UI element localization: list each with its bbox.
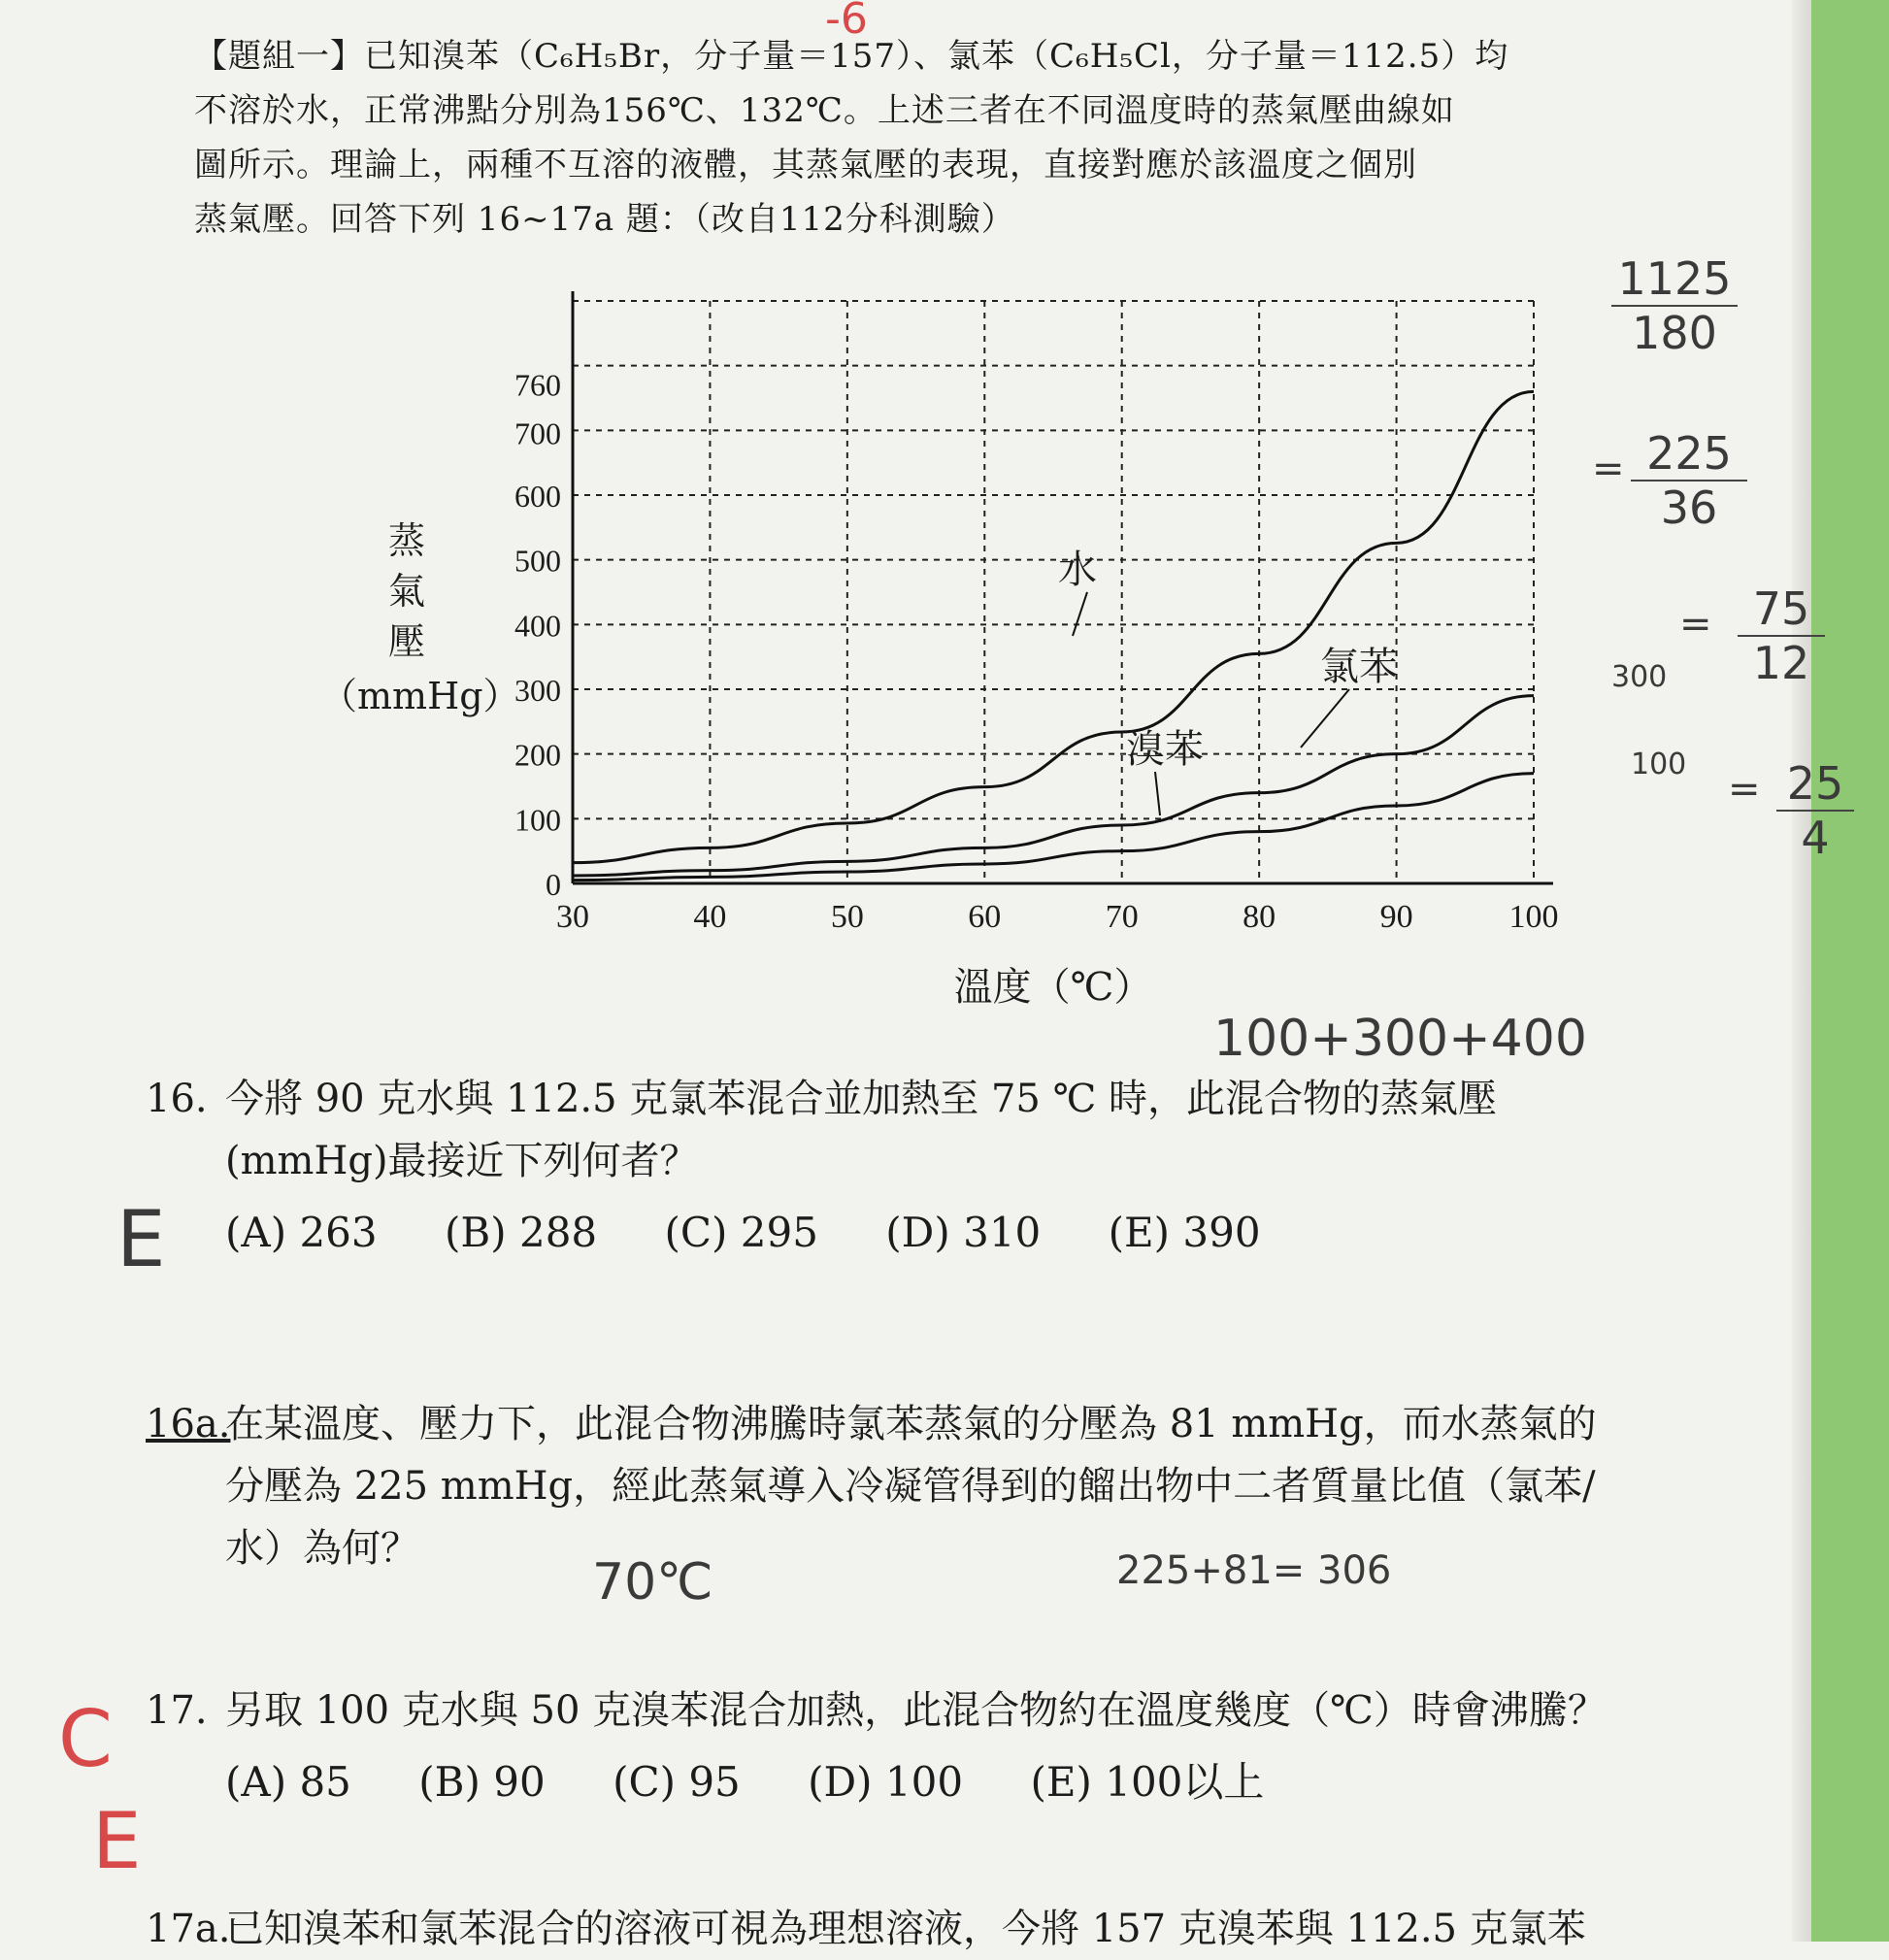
y-tick-label: 760 — [514, 367, 561, 402]
vapor-pressure-chart-svg — [282, 262, 1631, 1019]
question-17a — [146, 1898, 1747, 1960]
q17-option-c[interactable]: (C) 95 — [613, 1758, 741, 1806]
q17-option-b[interactable]: (B) 90 — [418, 1758, 545, 1806]
series-line-1 — [573, 391, 1534, 862]
y-tick-label: 700 — [514, 415, 561, 450]
handwritten-score: -6 — [825, 0, 868, 44]
handwritten-fraction-1 — [1611, 252, 1738, 359]
handwritten-fraction-2 — [1631, 427, 1747, 534]
series-label: 水 — [1058, 548, 1097, 592]
q16-option-e[interactable]: (E) 390 — [1109, 1209, 1261, 1256]
vapor-pressure-chart — [282, 262, 1631, 1019]
question-17-number: 17. — [146, 1679, 225, 1742]
x-tick-label: 80 — [1243, 899, 1276, 935]
fraction-3-numerator: 75 — [1738, 582, 1825, 635]
series-label-arrow — [1301, 689, 1349, 747]
x-tick-label: 100 — [1509, 899, 1559, 935]
y-tick-label: 100 — [514, 802, 561, 837]
question-16a-text-2: 分壓為 225 mmHg，經此蒸氣導入冷凝管得到的餾出物中二者質量比值（氯苯/ — [146, 1455, 1747, 1517]
handwritten-note-16a: 70℃ — [592, 1553, 713, 1611]
equals-sign-1: = — [1592, 447, 1625, 491]
y-tick-label: 0 — [546, 867, 561, 902]
question-17 — [146, 1679, 1747, 1813]
question-16a-number: 16a. — [146, 1393, 225, 1455]
question-17-text-1: 另取 100 克水與 50 克溴苯混合加熱，此混合物約在溫度幾度（℃）時會沸騰？ — [225, 1688, 1607, 1733]
x-tick-label: 40 — [693, 899, 726, 935]
handwritten-side-note-1: 300 — [1611, 660, 1667, 694]
fraction-1-denominator: 180 — [1611, 305, 1738, 359]
equals-sign-3: = — [1728, 767, 1761, 812]
equals-sign-2: = — [1679, 602, 1712, 647]
x-tick-label: 70 — [1106, 899, 1139, 935]
q16-option-a[interactable]: (A) 263 — [225, 1209, 378, 1256]
y-tick-label: 600 — [514, 479, 561, 514]
fraction-4-numerator: 25 — [1776, 757, 1854, 810]
fraction-2-denominator: 36 — [1631, 480, 1747, 534]
handwritten-side-note-2: 100 — [1631, 747, 1686, 781]
question-16a — [146, 1393, 1747, 1579]
handwritten-answer-17: E — [92, 1796, 142, 1886]
x-tick-label: 60 — [968, 899, 1001, 935]
x-tick-label: 30 — [556, 899, 589, 935]
x-axis-label: 溫度（℃） — [954, 965, 1153, 1010]
y-tick-label: 500 — [514, 544, 561, 579]
question-16-line-1 — [146, 1068, 1747, 1130]
intro-line-4: 蒸氣壓。回答下列 16~17a 題：（改自112分科測驗） — [194, 192, 1631, 247]
q16-option-c[interactable]: (C) 295 — [665, 1209, 818, 1256]
y-tick-label: 300 — [514, 673, 561, 708]
question-16a-text-3: 水）為何？ — [146, 1517, 1747, 1579]
x-tick-label: 90 — [1380, 899, 1413, 935]
series-label-arrow — [1155, 772, 1160, 815]
series-line-3 — [573, 774, 1534, 880]
y-tick-label: 200 — [514, 738, 561, 773]
series-label-arrow — [1073, 592, 1087, 636]
question-16-text-2: (mmHg)最接近下列何者？ — [146, 1130, 1747, 1192]
fraction-2-numerator: 225 — [1631, 427, 1747, 480]
handwritten-sum-16a: 225+81= 306 — [1116, 1548, 1391, 1593]
question-16-text-1: 今將 90 克水與 112.5 克氯苯混合並加熱至 75 ℃ 時，此混合物的蒸氣壓 — [225, 1077, 1497, 1121]
x-tick-label: 50 — [831, 899, 864, 935]
intro-line-3: 圖所示。理論上，兩種不互溶的液體，其蒸氣壓的表現，直接對應於該溫度之個別 — [194, 138, 1631, 192]
q17-option-d[interactable]: (D) 100 — [808, 1758, 963, 1806]
question-16a-line-1 — [146, 1393, 1747, 1455]
question-16-number: 16. — [146, 1068, 225, 1130]
q16-option-b[interactable]: (B) 288 — [445, 1209, 597, 1256]
paper-edge-shadow — [1792, 0, 1811, 1942]
intro-line-2: 不溶於水，正常沸點分別為156℃、132℃。上述三者在不同溫度時的蒸氣壓曲線如 — [194, 83, 1631, 138]
intro-line-1: 【題組一】已知溴苯（C₆H₅Br，分子量＝157）、氯苯（C₆H₅Cl，分子量＝112.5）均 — [194, 29, 1631, 83]
handwritten-fraction-3 — [1738, 582, 1825, 689]
y-tick-label: 400 — [514, 608, 561, 643]
q16-option-d[interactable]: (D) 310 — [885, 1209, 1041, 1256]
question-17a-number: 17a. — [146, 1898, 225, 1960]
q17-option-a[interactable]: (A) 85 — [225, 1758, 351, 1806]
question-16 — [146, 1068, 1747, 1264]
question-17a-line-1 — [146, 1898, 1747, 1960]
handwritten-mark-17: C — [58, 1694, 113, 1784]
handwritten-sum: 100+300+400 — [1213, 1010, 1587, 1068]
problem-set-intro — [194, 29, 1631, 247]
q17-option-e[interactable]: (E) 100以上 — [1030, 1758, 1264, 1806]
handwritten-fraction-4 — [1776, 757, 1854, 864]
y-axis-label: 蒸氣壓（mmHg） — [320, 519, 520, 717]
question-16-options — [146, 1202, 1747, 1264]
series-label: 溴苯 — [1126, 727, 1204, 772]
question-17-options — [146, 1751, 1747, 1813]
fraction-1-numerator: 1125 — [1611, 252, 1738, 305]
question-17-line-1 — [146, 1679, 1747, 1742]
fraction-3-denominator: 12 — [1738, 635, 1825, 689]
green-background-edge — [1811, 0, 1889, 1942]
series-label: 氯苯 — [1320, 645, 1398, 689]
question-16a-text-1: 在某溫度、壓力下，此混合物沸騰時氯苯蒸氣的分壓為 81 mmHg，而水蒸氣的 — [225, 1402, 1597, 1446]
fraction-4-denominator: 4 — [1776, 810, 1854, 864]
handwritten-answer-16: E — [116, 1194, 166, 1284]
question-17a-text-1: 已知溴苯和氯苯混合的溶液可視為理想溶液，今將 157 克溴苯與 112.5 克氯苯 — [225, 1907, 1586, 1951]
